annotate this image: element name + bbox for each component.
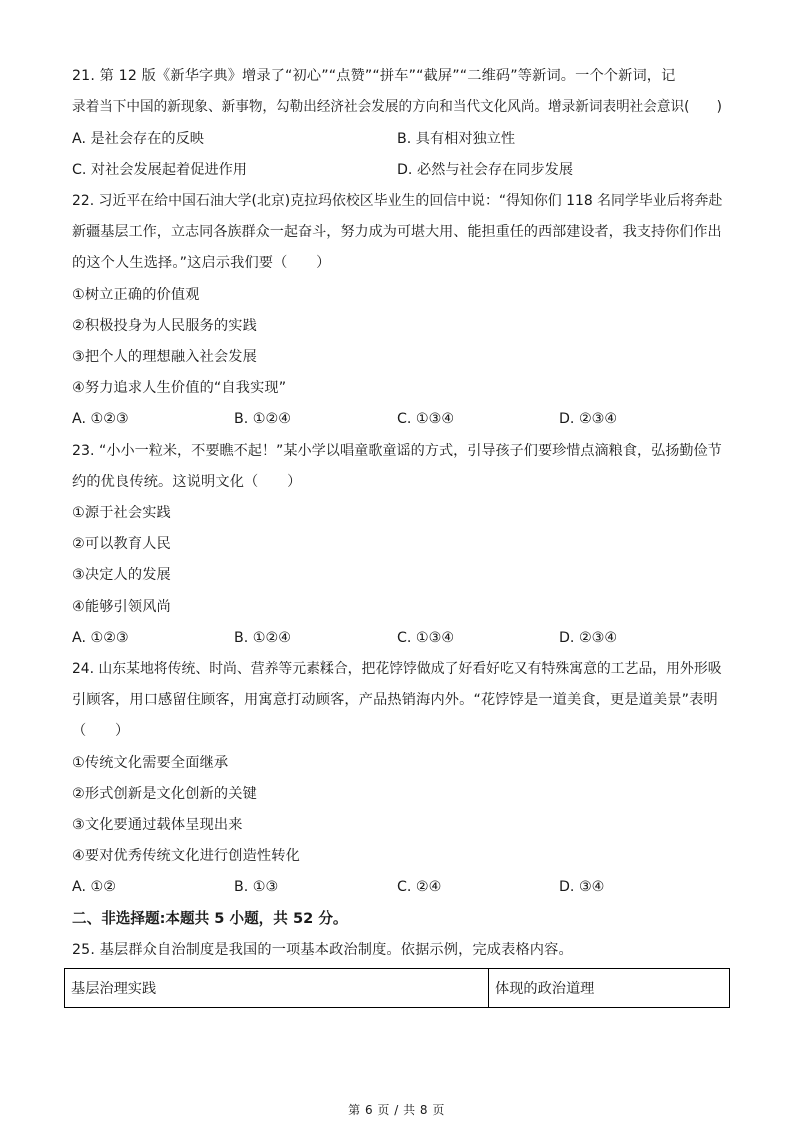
q23-line-2: 约的优良传统。这说明文化（ ）	[72, 474, 302, 490]
section-heading: 二、非选择题:本题共 5 小题，共 52 分。	[72, 910, 348, 927]
q24-option-a: A. ①②	[72, 879, 116, 895]
q24-statement-4: ④要对优秀传统文化进行创造性转化	[72, 848, 300, 864]
q23-option-b: B. ①②④	[234, 630, 291, 646]
table-header-practice: 基层治理实践	[65, 969, 489, 1008]
q22-line-3: 的这个人生选择。”这启示我们要（ ）	[72, 255, 331, 271]
q21-option-a: A. 是社会存在的反映	[72, 131, 204, 147]
q21-option-d: D. 必然与社会存在同步发展	[397, 162, 574, 178]
table-header-principle: 体现的政治道理	[489, 969, 730, 1008]
q23-option-a: A. ①②③	[72, 630, 129, 646]
page-footer: 第 6 页 / 共 8 页	[348, 1103, 445, 1117]
q21-line-1: 21. 第 12 版《新华字典》增录了“初心”“点赞”“拼车”“截屏”“二维码”等新词。一个个新词，记	[72, 68, 676, 84]
answer-table	[64, 968, 730, 1008]
q21-option-c: C. 对社会发展起着促进作用	[72, 162, 247, 178]
q22-statement-4: ④努力追求人生价值的“自我实现”	[72, 380, 287, 396]
q23-statement-4: ④能够引领风尚	[72, 599, 171, 615]
q22-line-1: 22. 习近平在给中国石油大学(北京)克拉玛依校区毕业生的回信中说：“得知你们 118 名同学毕业后将奔赴	[72, 193, 723, 209]
q22-line-2: 新疆基层工作，立志同各族群众一起奋斗，努力成为可堪大用、能担重任的西部建设者，我支持你们作出	[72, 224, 722, 240]
q24-option-b: B. ①③	[234, 879, 279, 895]
q22-statement-2: ②积极投身为人民服务的实践	[72, 318, 257, 334]
q22-statement-1: ①树立正确的价值观	[72, 287, 200, 303]
q23-option-c: C. ①③④	[397, 630, 455, 646]
q23-line-1: 23. “小小一粒米，不要瞧不起！”某小学以唱童歌童谣的方式，引导孩子们要珍惜点滴粮食，弘扬勤俭节	[72, 443, 722, 459]
q22-option-c: C. ①③④	[397, 411, 455, 427]
q23-statement-1: ①源于社会实践	[72, 505, 171, 521]
q23-option-d: D. ②③④	[559, 630, 618, 646]
q24-line-2: 引顾客，用口感留住顾客，用寓意打动顾客，产品热销海内外。“花饽饽是一道美食，更是道美景”表明	[72, 692, 718, 708]
q24-option-d: D. ③④	[559, 879, 605, 895]
q24-statement-2: ②形式创新是文化创新的关键	[72, 786, 257, 802]
q22-option-b: B. ①②④	[234, 411, 291, 427]
q24-line-1: 24. 山东某地将传统、时尚、营养等元素糅合，把花饽饽做成了好看好吃又有特殊寓意的工艺品，用外形吸	[72, 661, 722, 677]
q22-option-a: A. ①②③	[72, 411, 129, 427]
q23-statement-3: ③决定人的发展	[72, 567, 171, 583]
q25-line-1: 25. 基层群众自治制度是我国的一项基本政治制度。依据示例，完成表格内容。	[72, 942, 573, 958]
q22-statement-3: ③把个人的理想融入社会发展	[72, 349, 257, 365]
q21-option-b: B. 具有相对独立性	[397, 131, 516, 147]
q24-line-3: （ ）	[72, 723, 130, 739]
q21-line-2: 录着当下中国的新现象、新事物，勾勒出经济社会发展的方向和当代文化风尚。增录新词表明社会意识( )	[72, 99, 722, 115]
q23-statement-2: ②可以教育人民	[72, 536, 171, 552]
q22-option-d: D. ②③④	[559, 411, 618, 427]
q24-option-c: C. ②④	[397, 879, 442, 895]
table-row	[65, 969, 730, 1008]
q24-statement-3: ③文化要通过载体呈现出来	[72, 817, 243, 833]
q24-statement-1: ①传统文化需要全面继承	[72, 755, 229, 771]
